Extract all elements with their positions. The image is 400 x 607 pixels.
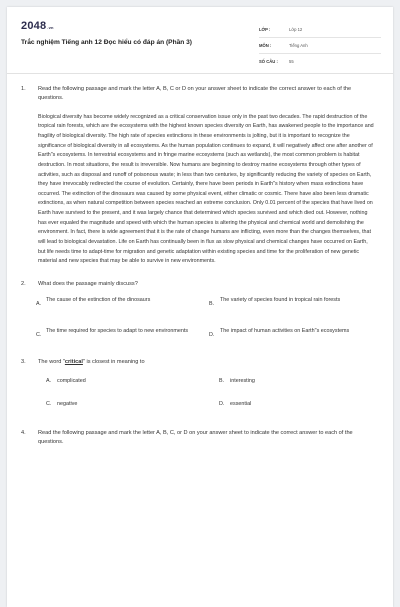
option-a[interactable]: [46, 378, 86, 384]
answer-options: [36, 371, 382, 421]
option-text: negative: [57, 400, 78, 407]
option-letter: C.: [36, 332, 42, 339]
site-logo[interactable]: [21, 20, 54, 32]
option-text: The impact of human activities on Earth"s ecosystems: [220, 328, 350, 335]
option-text: The cause of the extinction of the dinosaurs: [46, 297, 151, 304]
option-text: The variety of species found in tropical rain forests: [220, 297, 341, 304]
question-prompt-before: The word ": [38, 359, 65, 366]
info-label: SỐ CÂU :: [259, 59, 278, 64]
info-row-class: [259, 22, 381, 38]
info-label: LỚP :: [259, 27, 271, 32]
question-2: [7, 280, 393, 289]
document-page: [7, 7, 393, 607]
question-3: [7, 358, 393, 367]
question-number: 3.: [21, 359, 26, 366]
option-c[interactable]: [46, 401, 77, 407]
page-title: Trắc nghiệm Tiếng anh 12 Đọc hiểu có đáp án (Phần 3): [21, 39, 192, 46]
question-prompt: What does the passage mainly discuss?: [38, 280, 138, 287]
answer-options: [36, 292, 382, 354]
question-number: 1.: [21, 86, 26, 92]
reading-passage: Biological diversity has become widely recognized as a critical conservation issue only in the past two decades. The rapid destruction of the tropical rain forests, which are the ecosystems with the highest known species diversity on Earth, has awakened people to the importance and fragility of biological diversity. The high rate of species extinctions in these environments is jolting, but it is important to recognize the significance of biological diversity in all ecosystems. As the human population continues to expand, it will negatively affect one after another of Earth"s ecosystems. In terrestrial ecosystems and in fringe marine ecosystems (such as wetlands), the most common problem is habitat destruction. In most situations, the result is irreversible. Now humans are beginning to destroy marine ecosystems through other types of activities, such as disposal and runoff of poisonous waste; in less than two centuries, by significantly reducing the variety of species on Earth, they have irrevocably redirected the course of evolution. Certainly, there have been periods in Earth"s history when mass extinctions have occurred. The extinction of the dinosaurs was caused by some physical event, either climatic or cosmic. There have also been less dramatic extinctions, as when natural competition between species reached an extreme conclusion. Only 0.01 percent of the species that have lived on Earth have survived to the present, and it was largely chance that determined which species survived and which died out. However, nothing has ever equaled the magnitude and speed with which the human species is altering the physical and chemical world and demolishing the environment. In fact, there is wide agreement that it is the rate of change humans are inflicting, even more than the changes themselves, that will lead to biological devastation. Life on Earth has continually been in flux as slow physical and chemical changes have occurred on Earth, but life needs time to adapt-time for migration and genetic adaptation within existing species and time for the proliferation of new genetic material and new species that may be able to survive in new environments.: [38, 113, 374, 265]
info-table: [259, 22, 381, 69]
info-label: MÔN :: [259, 43, 272, 48]
highlighted-word: critical: [64, 359, 83, 366]
option-letter: A.: [46, 377, 52, 384]
option-letter: D.: [209, 332, 215, 339]
info-value: Lớp 12: [289, 27, 303, 32]
question-4: [7, 429, 393, 448]
option-d[interactable]: [219, 401, 251, 407]
option-text: complicated: [57, 377, 86, 384]
option-text: The time required for species to adapt to new environments: [46, 328, 189, 335]
info-row-count: [259, 54, 381, 69]
option-text: interesting: [230, 377, 255, 384]
info-value: 55: [289, 59, 294, 64]
info-row-subject: [259, 38, 381, 54]
option-text: essential: [230, 400, 252, 407]
question-prompt-after: " is closest in meaning to: [82, 359, 145, 366]
question-prompt: Read the following passage and mark the letter A, B, C or D on your answer sheet to indicate the correct answer to each of the questions.: [38, 86, 352, 102]
option-letter: A.: [36, 301, 42, 308]
question-number: 4.: [21, 429, 26, 436]
logo-suffix: .vn: [47, 25, 54, 30]
question-prompt: Read the following passage and mark the letter A, B, C, or D on your answer sheet to indicate the correct answer to each of the questions.: [38, 429, 353, 446]
question-number: 2.: [21, 280, 26, 287]
question-list: [7, 85, 393, 447]
option-letter: B.: [219, 377, 225, 384]
info-value: Tiếng Anh: [289, 43, 308, 48]
logo-text: 2048: [21, 20, 47, 32]
option-letter: D.: [219, 400, 225, 407]
option-b[interactable]: [219, 378, 255, 384]
question-1: [7, 85, 393, 104]
option-letter: B.: [209, 301, 215, 308]
option-letter: C.: [46, 400, 52, 407]
page-header: [7, 7, 393, 74]
